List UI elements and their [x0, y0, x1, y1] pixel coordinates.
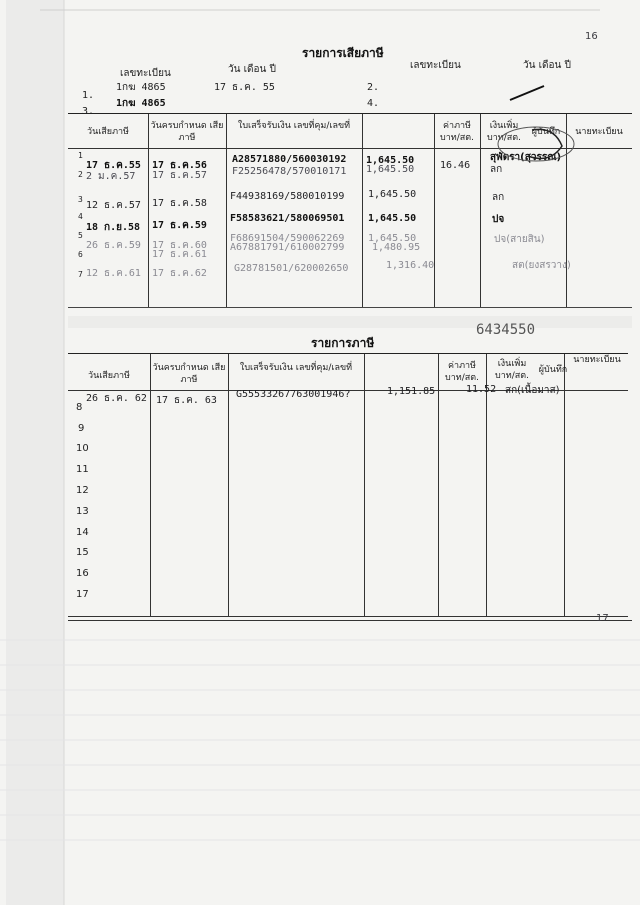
col-divider — [226, 114, 227, 307]
row-number: 12 — [76, 485, 89, 496]
entry-3-reg: 1กฆ 4865 — [116, 98, 166, 109]
row-number: 3 — [78, 195, 83, 204]
row2-tax: 1,645.50 — [366, 164, 415, 175]
row-number: 8 — [76, 402, 83, 413]
row-number: 11 — [76, 464, 89, 475]
t2-row1-receipt: G55533267763001946? — [236, 389, 351, 400]
row-number: 10 — [76, 443, 89, 454]
row3-receipt: F44938169/580010199 — [230, 191, 345, 202]
row-number: 15 — [76, 547, 89, 558]
entry-4-no: 4. — [367, 98, 380, 109]
hdr-registrar: นายทะเบียน — [575, 127, 623, 137]
t2-row1-recorder: สก(เนื้อมาส) — [505, 385, 560, 396]
hdr-registrar: นายทะเบียน — [573, 355, 621, 365]
row-number: 4 — [78, 212, 83, 221]
left-date-label: วัน เดือน ปี — [228, 64, 276, 75]
col-divider — [564, 354, 565, 616]
row2-due: 17 ธ.ค.57 — [152, 170, 207, 181]
row2-extra: 16.46 — [440, 160, 471, 171]
col-divider — [150, 354, 151, 616]
row1-due: 17 ธ.ค.56 — [152, 160, 207, 171]
col-divider — [364, 354, 365, 616]
col-divider — [362, 114, 363, 307]
row2-recorder: ลก — [490, 164, 503, 175]
row-number: 1 — [78, 151, 83, 160]
row3-due: 17 ธ.ค.58 — [152, 198, 207, 209]
hdr-due: วันครบกำหนด เสียภาษี — [152, 363, 226, 385]
row4-receipt: F58583621/580069501 — [230, 213, 345, 224]
row-number: 6 — [78, 250, 83, 259]
round-stamp — [492, 120, 582, 166]
section1-title: รายการเสียภาษี — [302, 46, 384, 60]
row6-tax: 1,480.95 — [372, 242, 421, 253]
row4-due: 17 ธ.ค.59 — [152, 220, 207, 231]
hdr-paid: วันเสียภาษี — [88, 371, 130, 381]
section2-title: รายการภาษี — [311, 336, 375, 350]
row3-tax: 1,645.50 — [368, 189, 417, 200]
t2-row1-tax: 1,151.85 — [387, 386, 436, 397]
row-number: 14 — [76, 527, 89, 538]
right-reg-label: เลขทะเบียน — [410, 60, 461, 71]
col-divider — [480, 114, 481, 307]
left-reg-label: เลขทะเบียน — [120, 68, 171, 79]
row7-due: 17 ธ.ค.62 — [152, 268, 207, 279]
row1-tax: 1,645.50 — [366, 155, 415, 166]
entry-3-no: 3. — [82, 106, 95, 117]
row1-recorder: สุพัตรา(สุวรรณ) — [490, 152, 562, 163]
entry-1-date: 17 ธ.ค. 55 — [214, 82, 275, 93]
row-number: 9 — [78, 423, 85, 434]
row3-recorder: ลก — [492, 192, 505, 203]
hdr-paid: วันเสียภาษี — [87, 127, 129, 137]
row4-tax: 1,645.50 — [368, 213, 417, 224]
stamp-number: 6434550 — [476, 322, 536, 338]
row-number: 2 — [78, 170, 83, 179]
row-number: 13 — [76, 506, 89, 517]
row7-recorder: สต(ยงสรวาง) — [512, 260, 571, 271]
bottom-rule — [68, 620, 632, 621]
row1-paid: 17 ธ.ค.55 — [86, 160, 141, 171]
t2-row1-due: 17 ธ.ค. 63 — [156, 395, 217, 406]
hdr-due: วันครบกำหนด เสียภาษี — [150, 121, 224, 143]
row6-receipt: A67881791/610002799 — [230, 242, 345, 253]
row4-recorder: ปจ — [492, 214, 505, 225]
row2-paid: 2 ม.ค.57 — [86, 171, 136, 182]
row3-paid: 12 ธ.ค.57 — [86, 200, 141, 211]
hdr-recorder: ผู้บันทึก — [531, 127, 561, 137]
row5-recorder: ปจ(สายสิน) — [494, 234, 545, 245]
hdr-extra: เงินเพิ่ม บาท/สต. — [495, 359, 529, 381]
row1-receipt: A28571880/560030192 — [232, 154, 347, 165]
t2-row1-paid: 26 ธ.ค. 62 — [86, 393, 147, 404]
hdr-tax: ค่าภาษี บาท/สต. — [445, 361, 479, 383]
row2-receipt: F25256478/570010171 — [232, 166, 347, 177]
row5-due: 17 ธ.ค.60 — [152, 240, 207, 251]
entry-1-reg: 1กฆ 4865 — [116, 82, 166, 93]
row5-paid: 26 ธ.ค.59 — [86, 240, 141, 251]
row-number: 5 — [78, 231, 83, 240]
row7-tax: 1,316.40 — [386, 260, 435, 271]
scan-band — [68, 316, 632, 328]
row6-due: 17 ธ.ค.61 — [152, 249, 207, 260]
row-number: 16 — [76, 568, 89, 579]
t2-row1-extra: 11.52 — [466, 384, 497, 395]
entry-1-no: 1. — [82, 90, 95, 101]
col-divider — [438, 354, 439, 616]
hdr-tax: ค่าภาษี บาท/สต. — [440, 121, 474, 143]
row5-receipt: F68691504/590062269 — [230, 233, 345, 244]
checkmark-stroke — [508, 82, 548, 104]
row4-paid: 18 ก.ย.58 — [86, 222, 141, 233]
col-divider — [228, 354, 229, 616]
page-number-bottom: 17 — [596, 613, 609, 624]
entry-2-no: 2. — [367, 82, 380, 93]
col-divider — [148, 114, 149, 307]
hdr-receipt: ใบเสร็จรับเงิน เลขที่คุม/เลขที่ — [239, 363, 353, 373]
row-number: 7 — [78, 270, 83, 279]
col-divider — [434, 114, 435, 307]
page-number-top: 16 — [585, 31, 598, 42]
row7-paid: 12 ธ.ค.61 — [86, 268, 141, 279]
right-date-label: วัน เดือน ปี — [523, 60, 571, 71]
row-number: 17 — [76, 589, 89, 600]
hdr-extra: เงินเพิ่ม บาท/สต. — [487, 121, 521, 143]
row7-receipt: G28781501/620002650 — [234, 263, 349, 274]
hdr-recorder: ผู้บันทึก — [538, 365, 568, 375]
row5-tax: 1,645.50 — [368, 233, 417, 244]
hdr-receipt: ใบเสร็จรับเงิน เลขที่คุม/เลขที่ — [237, 121, 351, 131]
